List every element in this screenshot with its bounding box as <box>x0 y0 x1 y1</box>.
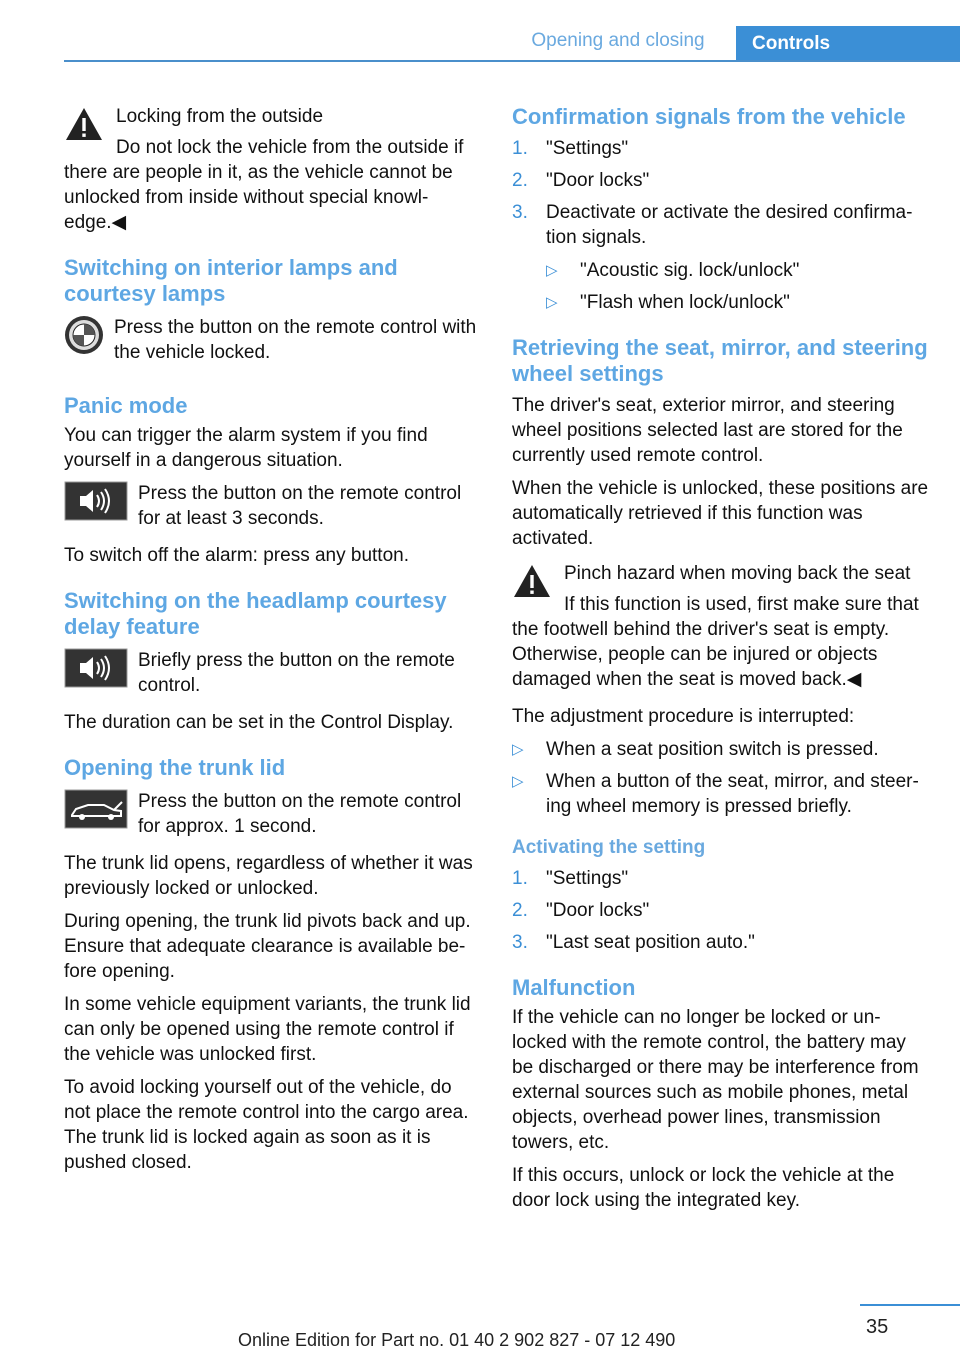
list-item: ▷ When a seat position switch is pressed. <box>512 739 879 760</box>
list-item: 2. "Door locks" <box>512 170 650 191</box>
warning-locking-outside <box>64 104 482 235</box>
heading-headlamp-delay: Switching on the headlamp courtesy delay feature <box>64 588 447 639</box>
warning-title: Locking from the outside <box>116 106 324 127</box>
headlamp-note: The duration can be set in the Control Display. <box>64 712 454 733</box>
page-number: 35 <box>866 1316 889 1338</box>
activate-steps <box>512 866 930 955</box>
bullet-triangle-icon: ▷ <box>546 294 558 311</box>
list-item: 1. "Settings" <box>512 868 629 889</box>
confirmation-steps <box>512 136 930 250</box>
trunk-paragraph-3: In some vehicle equipment variants, the trunk lid can only be opened using the remote control if the vehicle was unlocked first. <box>64 994 471 1065</box>
heading-interior-lamps: Switching on interior lamps and courtesy lamps <box>64 255 398 306</box>
warning-text: If this function is used, first make sure that the footwell behind the driver's seat is empty. Otherwise, people can be injured or objects damaged when the seat is moved back.◀ <box>512 594 919 690</box>
panic-intro: You can trigger the alarm system if you find yourself in a dangerous situation. <box>64 425 428 471</box>
list-item: ▷ When a button of the seat, mirror, and steer‐ing wheel memory is pressed briefly. <box>512 771 919 817</box>
trunk-paragraph-1: The trunk lid opens, regardless of whether it was previously locked or unlocked. <box>64 853 473 899</box>
bullet-triangle-icon: ▷ <box>546 262 558 279</box>
page-number-rule <box>860 1304 960 1306</box>
interior-lamps-instruction <box>64 315 482 365</box>
heading-activating-setting: Activating the setting <box>512 837 706 858</box>
headlamp-instruction <box>64 648 482 698</box>
interrupt-list <box>512 737 930 819</box>
list-item: 3. Deactivate or activate the desired confirma‐tion signals. <box>512 202 913 248</box>
heading-retrieve-settings: Retrieving the seat, mirror, and steering wheel settings <box>512 335 928 386</box>
list-item: ▷ "Acoustic sig. lock/unlock" <box>546 260 800 281</box>
warning-pinch-hazard <box>512 561 930 692</box>
confirmation-options <box>512 258 930 315</box>
warning-triangle-icon <box>512 563 552 599</box>
trunk-instruction <box>64 789 482 839</box>
list-item: 1. "Settings" <box>512 138 629 159</box>
header-rule <box>64 60 960 62</box>
interrupt-intro: The adjustment procedure is interrupted: <box>512 706 855 727</box>
headlamp-icon-text: Briefly press the button on the remote control. <box>138 650 455 696</box>
list-item: 2. "Door locks" <box>512 900 650 921</box>
panic-off: To switch off the alarm: press any button. <box>64 545 409 566</box>
warning-text: Do not lock the vehicle from the outside if there are people in it, as the vehicle cannot be unlocked from inside without special knowl‐edge.◀ <box>64 137 464 233</box>
trunk-paragraph-2: During opening, the trunk lid pivots back and up. Ensure that adequate clearance is available be‐fore opening. <box>64 911 471 982</box>
list-item: ▷ "Flash when lock/unlock" <box>546 292 790 313</box>
trunk-car-button-icon <box>64 789 128 829</box>
footer-edition: Online Edition for Part no. 01 40 2 902 827 - 07 12 490 <box>238 1330 676 1350</box>
panic-icon-text: Press the button on the remote control for at least 3 seconds. <box>138 483 462 529</box>
header-section-title: Opening and closing <box>531 30 705 51</box>
malfunction-paragraph-1: If the vehicle can no longer be locked or un‐locked with the remote control, the battery may be discharged or there may be interference from external sources such as mobile phones, metal objects, overhead power lines, transmission towers, etc. <box>512 1007 919 1153</box>
panic-speaker-button-icon <box>64 481 128 521</box>
retrieve-paragraph-1: The driver's seat, exterior mirror, and steering wheel positions selected last are stored for the currently used remote control. <box>512 395 903 466</box>
warning-triangle-icon <box>64 106 104 142</box>
bullet-triangle-icon: ▷ <box>512 773 524 790</box>
headlamp-speaker-button-icon <box>64 648 128 688</box>
malfunction-paragraph-2: If this occurs, unlock or lock the vehicle at the door lock using the integrated key. <box>512 1165 895 1211</box>
heading-trunk-lid: Opening the trunk lid <box>64 755 286 780</box>
bmw-logo-button-icon <box>64 315 104 355</box>
interior-lamps-text: Press the button on the remote control with the vehicle locked. <box>114 317 477 363</box>
heading-confirmation-signals: Confirmation signals from the vehicle <box>512 104 906 129</box>
heading-malfunction: Malfunction <box>512 975 636 1000</box>
header-chapter-tab: Controls <box>736 26 960 62</box>
bullet-triangle-icon: ▷ <box>512 741 524 758</box>
left-column <box>64 104 482 1183</box>
trunk-paragraph-4: To avoid locking yourself out of the vehicle, do not place the remote control into the cargo area. The trunk lid is locked again as soon as it is pushed closed. <box>64 1077 469 1173</box>
list-item: 3. "Last seat position auto." <box>512 932 755 953</box>
trunk-icon-text: Press the button on the remote control for approx. 1 second. <box>138 791 462 837</box>
right-column <box>512 104 930 1221</box>
warning-title: Pinch hazard when moving back the seat <box>564 563 911 584</box>
panic-instruction <box>64 481 482 531</box>
heading-panic-mode: Panic mode <box>64 393 188 418</box>
retrieve-paragraph-2: When the vehicle is unlocked, these positions are automatically retrieved if this function was activated. <box>512 478 929 549</box>
